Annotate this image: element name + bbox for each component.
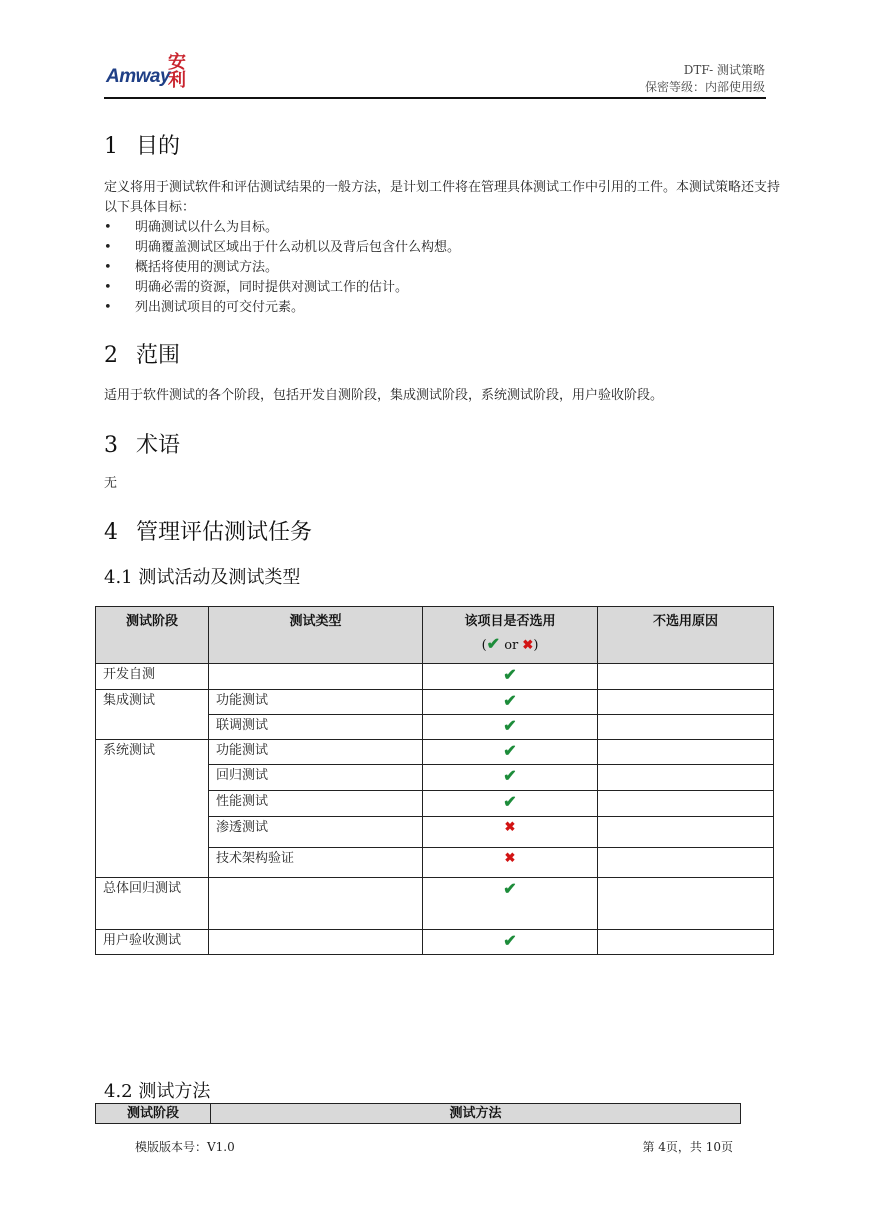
- cell-selected: [423, 664, 598, 690]
- section-4-title: 管理评估测试任务: [136, 520, 313, 545]
- cell-reason: [598, 878, 774, 930]
- table-row: [96, 930, 774, 955]
- check-icon: ✔: [503, 792, 517, 811]
- cell-stage: 总体回归测试: [96, 878, 209, 930]
- section-4-2-heading: [104, 1077, 210, 1103]
- cell-selected: [423, 878, 598, 930]
- footer-page-number: 第 4页，共 10页: [642, 1140, 733, 1154]
- section-4-2-title: 测试方法: [138, 1081, 211, 1102]
- list-item: • 明确必需的资源，同时提供对测试工作的估计。: [104, 278, 460, 298]
- legend-paren-close: ): [533, 638, 539, 653]
- section-1-title: 目的: [136, 134, 181, 159]
- check-icon: ✔: [503, 879, 517, 898]
- legend-paren-open: (: [481, 638, 487, 653]
- objectives-list: [104, 218, 460, 318]
- table-row: [96, 664, 774, 690]
- selected-legend: [430, 633, 590, 657]
- cell-reason: [598, 848, 774, 878]
- section-4-2-number: 4.2: [104, 1081, 133, 1102]
- section-4-number: 4: [104, 520, 118, 545]
- list-item: • 概括将使用的测试方法。: [104, 258, 460, 278]
- list-item: • 明确测试以什么为目标。: [104, 218, 460, 238]
- col-header-selected-label: 该项目是否选用: [464, 614, 556, 629]
- section-2-heading: [104, 338, 180, 369]
- cell-type: [209, 930, 423, 955]
- header-divider: [104, 97, 766, 99]
- cell-type: 联调测试: [209, 715, 423, 740]
- cell-stage: 系统测试: [96, 740, 209, 878]
- check-icon: ✔: [503, 931, 517, 950]
- check-icon: ✔: [503, 665, 517, 684]
- amway-logo: [106, 52, 196, 96]
- section-4-1-number: 4.1: [104, 567, 133, 588]
- cell-reason: [598, 690, 774, 715]
- cell-type: 回归测试: [209, 765, 423, 791]
- section-4-1-title: 测试活动及测试类型: [138, 567, 301, 588]
- list-item: • 列出测试项目的可交付元素。: [104, 298, 460, 318]
- section-3-heading: [104, 428, 180, 459]
- section-3-title: 术语: [136, 433, 181, 458]
- header-doc-title: DTF- 测试策略: [683, 63, 765, 77]
- section-3-text: 无: [104, 476, 118, 491]
- cell-reason: [598, 817, 774, 848]
- cell-selected: [423, 715, 598, 740]
- table-row: [96, 740, 774, 765]
- col-header-stage: 测试阶段: [96, 607, 209, 664]
- footer-template-version: 模版版本号：V1.0: [135, 1140, 235, 1154]
- section-2-text: 适用于软件测试的各个阶段，包括开发自测阶段，集成测试阶段，系统测试阶段，用户验收阶段。: [104, 388, 664, 403]
- cell-stage: 用户验收测试: [96, 930, 209, 955]
- cell-reason: [598, 715, 774, 740]
- section-2-title: 范围: [136, 343, 181, 368]
- cell-selected: [423, 740, 598, 765]
- cell-stage: 开发自测: [96, 664, 209, 690]
- cell-selected: [423, 930, 598, 955]
- test-activities-table: [95, 606, 774, 955]
- section-3-number: 3: [104, 433, 118, 458]
- col-header-type: 测试类型: [209, 607, 423, 664]
- cell-selected: [423, 690, 598, 715]
- cell-type: 技术架构验证: [209, 848, 423, 878]
- cell-reason: [598, 765, 774, 791]
- check-icon: ✔: [503, 716, 517, 735]
- section-4-heading: [104, 515, 312, 546]
- cell-selected: [423, 848, 598, 878]
- col-header-stage: 测试阶段: [96, 1104, 211, 1124]
- check-icon: ✔: [503, 766, 517, 785]
- check-icon: ✔: [486, 634, 501, 653]
- table-row: [96, 878, 774, 930]
- cell-type: [209, 664, 423, 690]
- section-2-number: 2: [104, 343, 118, 368]
- legend-or: or: [504, 638, 519, 653]
- cell-reason: [598, 930, 774, 955]
- logo-wordmark: Amway: [106, 66, 171, 87]
- col-header-selected: [423, 607, 598, 664]
- col-header-method: 测试方法: [211, 1104, 741, 1124]
- table-row: [96, 690, 774, 715]
- cell-reason: [598, 664, 774, 690]
- table-header-row: [96, 1104, 741, 1124]
- section-4-1-heading: [104, 563, 300, 589]
- list-item: • 明确覆盖测试区域出于什么动机以及背后包含什么构想。: [104, 238, 460, 258]
- cross-icon: ✖: [504, 820, 516, 835]
- col-header-reason: 不选用原因: [598, 607, 774, 664]
- cross-icon: ✖: [504, 851, 516, 866]
- cell-stage: 集成测试: [96, 690, 209, 740]
- cell-type: [209, 878, 423, 930]
- table-header-row: [96, 607, 774, 664]
- cell-reason: [598, 740, 774, 765]
- cell-type: 渗透测试: [209, 817, 423, 848]
- section-1-heading: [104, 129, 180, 160]
- test-methods-table: [95, 1103, 741, 1124]
- check-icon: ✔: [503, 741, 517, 760]
- cell-selected: [423, 817, 598, 848]
- check-icon: ✔: [503, 691, 517, 710]
- cell-selected: [423, 765, 598, 791]
- cell-selected: [423, 791, 598, 817]
- cell-type: 功能测试: [209, 740, 423, 765]
- cell-reason: [598, 791, 774, 817]
- cell-type: 功能测试: [209, 690, 423, 715]
- header-security-level: 保密等级：内部使用级: [644, 80, 765, 94]
- cell-type: 性能测试: [209, 791, 423, 817]
- cross-icon: ✖: [522, 638, 534, 653]
- section-1-number: 1: [104, 134, 118, 159]
- section-1-intro: 定义将用于测试软件和评估测试结果的一般方法，是计划工件将在管理具体测试工作中引用的工件。本测试策略还支持以下具体目标：: [104, 180, 781, 215]
- logo-chinese-mark: 安利: [165, 52, 186, 88]
